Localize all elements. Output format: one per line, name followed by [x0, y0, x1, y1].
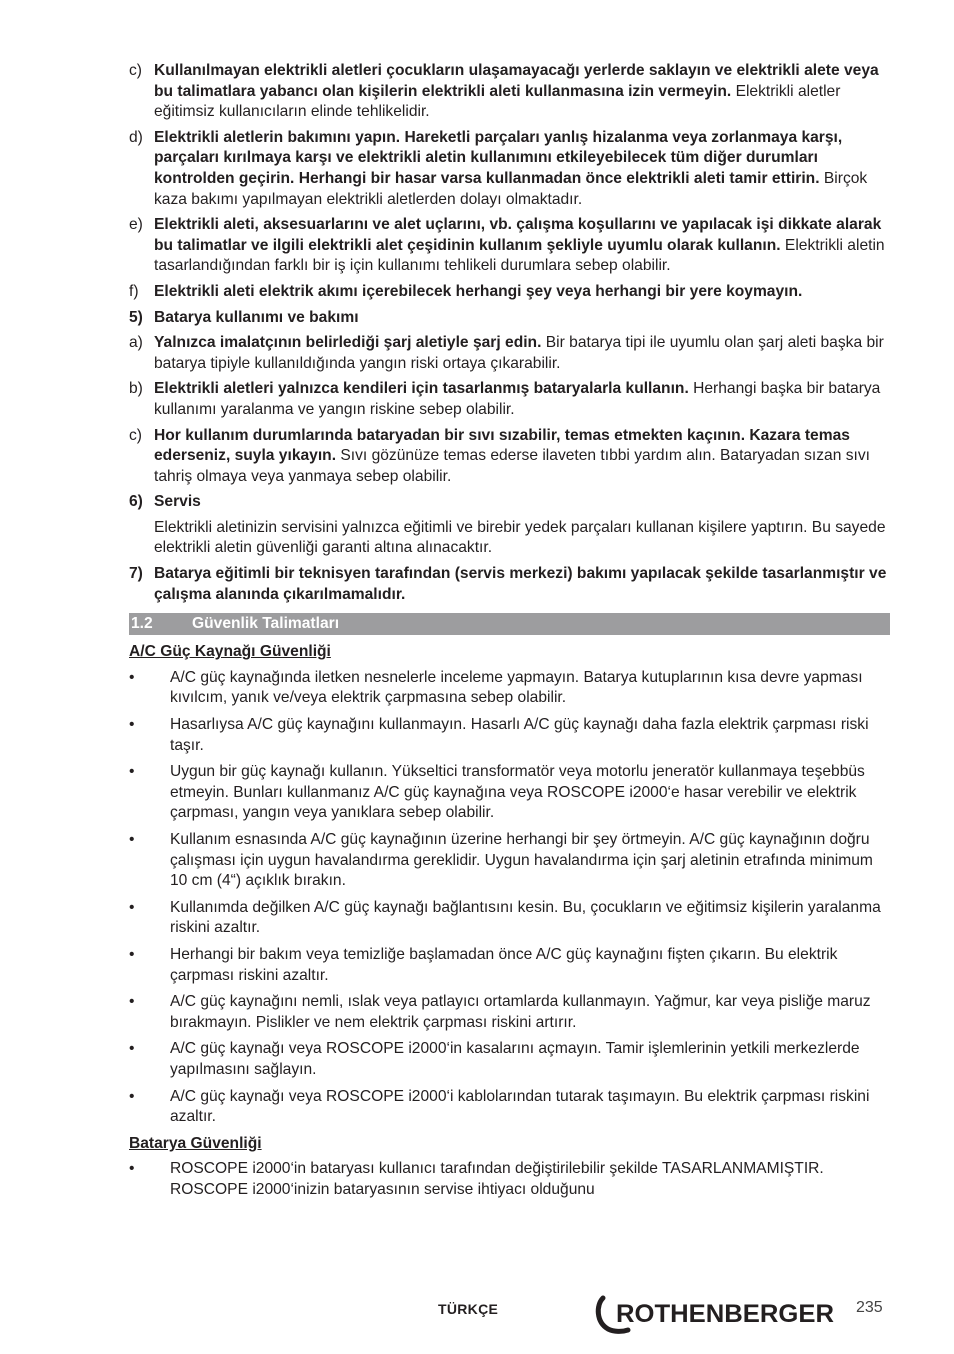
list-item	[129, 379, 890, 420]
battery-list	[129, 333, 890, 487]
heading-number: 7)	[129, 565, 143, 583]
bullet-text: Herhangi bir bakım veya temizliğe başlamadan önce A/C güç kaynağını fişten çıkarın. Bu elektrik çarpması riskini azaltır.	[170, 945, 838, 984]
list-item	[129, 426, 890, 488]
item-text: Elektrikli aletler eğitimsiz kullanıcıların elinde tehlikelidir.	[154, 82, 841, 121]
battery-bullet-list	[129, 1159, 890, 1200]
bullet-text: A/C güç kaynağında iletken nesnelerle inceleme yapmayın. Batarya kutuplarının kısa devre yapması kıvılcım, yanık ve/veya elektrik çarpmasına sebep olabilir.	[170, 668, 863, 707]
item-bold-text: Elektrikli aleti elektrik akımı içerebilecek herhangi şey veya herhangi bir yere koymayın.	[154, 282, 803, 300]
heading-number: 6)	[129, 493, 143, 511]
item-text: Sıvı gözünüze temas ederse ilaveten tıbbi yardım alın. Bataryadan sızan sıvı tahriş olmaya veya yanmaya sebep olabilir.	[154, 447, 870, 485]
item-label: c)	[129, 62, 142, 79]
bullet-item	[129, 1039, 890, 1080]
bullet-icon: •	[129, 668, 135, 686]
ac-power-heading: A/C Güç Kaynağı Güvenliği	[129, 643, 331, 661]
bullet-icon: •	[129, 1040, 135, 1058]
bullet-item	[129, 715, 890, 756]
bullet-item	[129, 992, 890, 1033]
section-title: Güvenlik Talimatları	[192, 615, 340, 633]
bullet-icon: •	[129, 1160, 135, 1178]
item-label: d)	[129, 128, 143, 146]
item-bold-text: Kullanılmayan elektrikli aletleri çocukların ulaşamayacağı yerlerde saklayın ve elektrikli alete veya bu talimatlara yabancı olan kişilerin elektrikli aleti kullanmasına izin vermeyin.	[154, 62, 879, 100]
item-bold-text: Elektrikli aleti, aksesuarlarını ve alet uçlarını, vb. çalışma koşullarını ve yapılacak işi dikkate alarak bu talimatlar ve ilgili elektrikli alet çeşidinin kullanım şekliyle uyumlu olarak kullanın.	[154, 216, 882, 254]
item-bold-text: Elektrikli aletlerin bakımını yapın. Hareketli parçaları yanlış hizalanma veya zorlanmaya karşı, parçaları kırılmaya karşı ve elektrikli aletin kullanımını etkileyebilecek tüm diğer durumları kontrolden geçirin. Herhangi bir hasar varsa kullanmadan önce elektrikli aleti tamir ettirin.	[154, 128, 843, 187]
bullet-item	[129, 898, 890, 939]
battery-heading	[129, 308, 890, 329]
bullet-text: Kullanımda değilken A/C güç kaynağı bağlantısını kesin. Bu, çocukların ve eğitimsiz kişilerin yaralanma riskini azaltır.	[170, 898, 881, 937]
bullet-item	[129, 945, 890, 986]
bullet-item	[129, 1159, 890, 1200]
bullet-text: Kullanım esnasında A/C güç kaynağının üzerine herhangi bir şey örtmeyin. A/C güç kaynağının doğru çalışması için uygun havalandırma gereklidir. Uygun havalandırma için şarj aletinin etrafında minimum 10 cm (4“) açıklık bırakın.	[170, 831, 873, 890]
item-7	[129, 564, 890, 605]
item-label: e)	[129, 216, 143, 234]
item-text: Elektrikli aletin tasarlandığından farklı bir iş için kullanımı tehlikeli durumlara sebep olabilir.	[154, 236, 885, 275]
item-text: Bir batarya tipi ile uyumlu olan şarj aleti başka bir batarya tipiyle kullanıldığında yangın riski ortaya çıkarabilir.	[154, 334, 884, 372]
battery-safety-heading: Batarya Güvenliği	[129, 1134, 262, 1152]
item-text: Herhangi başka bir batarya kullanımı yaralanma ve yangın riskine sebep olabilir.	[154, 380, 881, 418]
heading-title: Servis	[154, 493, 201, 511]
item-bold-text: Elektrikli aletleri yalnızca kendileri için tasarlanmış bataryalarla kullanın.	[154, 380, 689, 398]
bullet-item	[129, 1087, 890, 1128]
item-bold-text: Hor kullanım durumlarında bataryadan bir sıvı sızabilir, temas etmekten kaçının. Kazara temas ederseniz, suyla yıkayın.	[154, 426, 850, 465]
list-item	[129, 128, 890, 210]
bullet-text: A/C güç kaynağını nemli, ıslak veya patlayıcı ortamlarda kullanmayın. Yağmur, kar veya pisliğe maruz bırakmayın. Pislikler ve nem elektrik çarpması riskini artırır.	[170, 993, 871, 1031]
bullet-icon: •	[129, 898, 135, 916]
section-number: 1.2	[131, 615, 153, 633]
bullet-item	[129, 762, 890, 824]
list-item	[129, 333, 890, 374]
item-text: Birçok kaza bakımı yapılmayan elektrikli aletlerden dolayı olmaktadır.	[154, 169, 868, 208]
heading-title: Batarya eğitimli bir teknisyen tarafından (servis merkezi) bakımı yapılacak şekilde tasarlanmıştır ve çalışma alanında çıkarılmamalıdır.	[154, 565, 887, 603]
list-item	[129, 61, 890, 123]
item-bold-text: Yalnızca imalatçının belirlediği şarj aletiyle şarj edin.	[154, 334, 542, 352]
page-content	[129, 61, 890, 1207]
bullet-icon: •	[129, 763, 135, 781]
bullet-item	[129, 830, 890, 892]
item-label: b)	[129, 380, 143, 398]
item-label: a)	[129, 334, 143, 352]
service-heading	[129, 492, 890, 513]
bullet-icon: •	[129, 945, 135, 963]
ac-bullet-list	[129, 668, 890, 1128]
bullet-text: A/C güç kaynağı veya ROSCOPE i2000‘i kablolarından tutarak taşımayın. Bu elektrik çarpması riskini azaltır.	[170, 1087, 870, 1126]
logo-wordmark: ROTHENBERGER	[616, 1300, 834, 1328]
page-number: 235	[856, 1299, 883, 1316]
bullet-text: Hasarlıysa A/C güç kaynağını kullanmayın. Hasarlı A/C güç kaynağı daha fazla elektrik çarpması riski taşır.	[170, 716, 869, 754]
bullet-icon: •	[129, 993, 135, 1011]
heading-title: Batarya kullanımı ve bakımı	[154, 308, 359, 326]
bullet-icon: •	[129, 716, 135, 734]
safety-list-top	[129, 61, 890, 303]
bullet-text: A/C güç kaynağı veya ROSCOPE i2000‘in kasalarını açmayın. Tamir işlemlerinin yetkili merkezlerde yapılmasını sağlayın.	[170, 1040, 860, 1078]
bullet-icon: •	[129, 831, 135, 848]
bullet-item	[129, 668, 890, 709]
section-header-bar	[129, 613, 890, 635]
service-text: Elektrikli aletinizin servisini yalnızca eğitimli ve birebir yedek parçaları kullanan kişilere yaptırın. Bu sayede elektrikli aletin güvenliği garanti altına alınacaktır.	[154, 518, 886, 557]
bullet-text: Uygun bir güç kaynağı kullanın. Yükseltici transformatör veya motorlu jeneratör kullanmaya teşebbüs etmeyin. Bunları kullanmanız A/C güç kaynağına veya ROSCOPE i2000‘e hasar verebilir ve elektrik çarpması, yangın veya yanıklara sebep olabilir.	[170, 763, 865, 822]
bullet-icon: •	[129, 1087, 135, 1105]
bullet-text: ROSCOPE i2000‘in bataryası kullanıcı tarafından değiştirilebilir şekilde TASARLANMAMIŞTIR. ROSCOPE i2000‘inizin bataryasının servise ihtiyacı olduğunu	[170, 1160, 824, 1198]
item-label: f)	[129, 282, 139, 300]
list-item	[129, 215, 890, 277]
item-label: c)	[129, 426, 142, 444]
rothenberger-logo	[594, 1294, 840, 1336]
heading-number: 5)	[129, 308, 143, 326]
list-item	[129, 282, 890, 303]
footer-language: TÜRKÇE	[438, 1301, 499, 1317]
